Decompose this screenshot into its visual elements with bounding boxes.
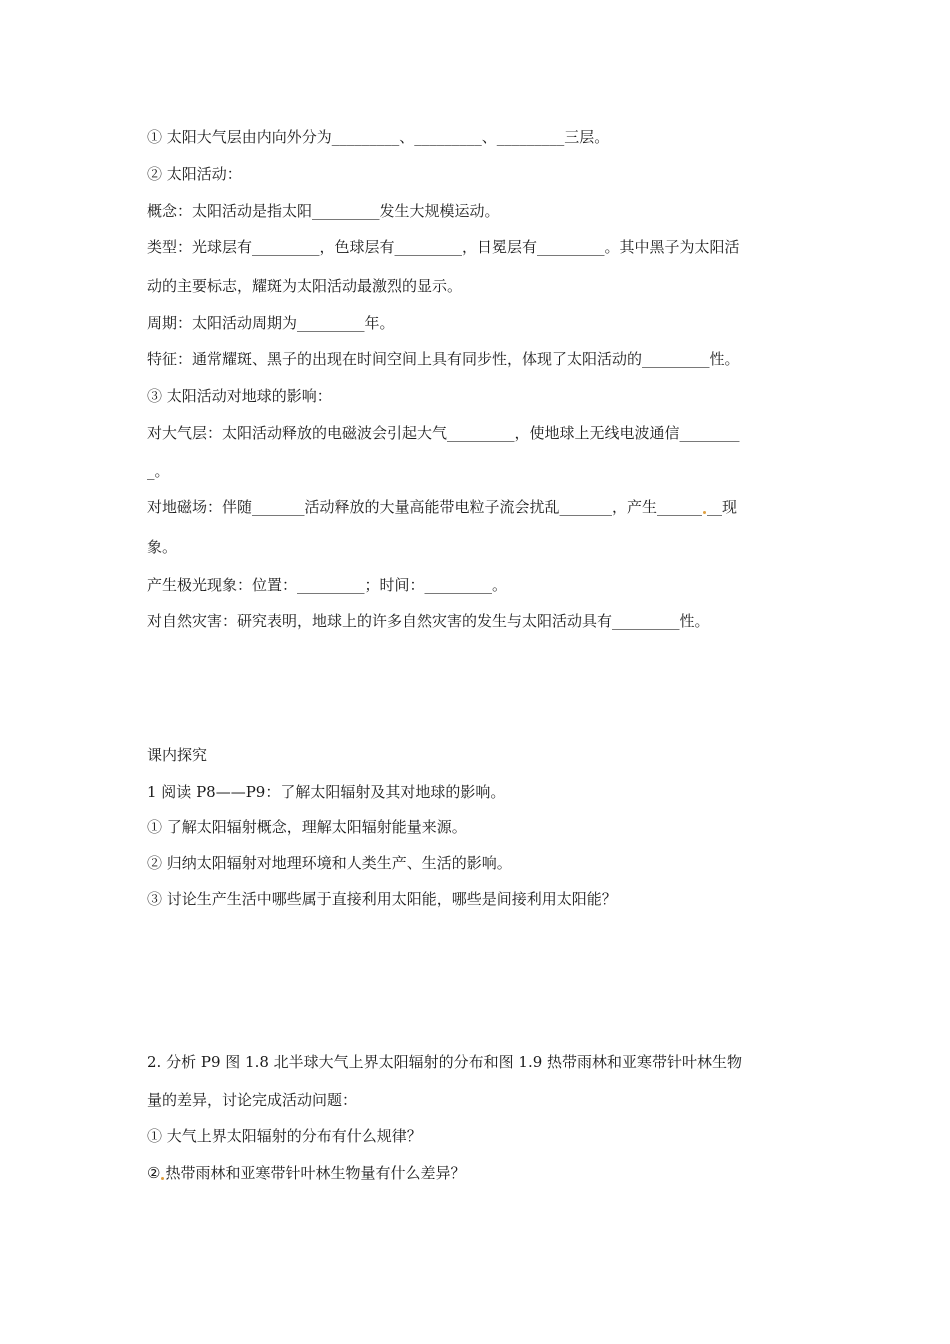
section-heading: 课内探究: [147, 746, 208, 764]
text-line: ① 大气上界太阳辐射的分布有什么规律？: [147, 1127, 422, 1145]
text-segment: ②: [147, 1164, 161, 1182]
text-segment: __现: [707, 498, 738, 516]
mark-dot: [703, 511, 706, 514]
text-line: ② 归纳太阳辐射对地理环境和人类生产、生活的影响。: [147, 854, 512, 872]
text-line: 周期：太阳活动周期为_________年。: [147, 314, 395, 332]
text-segment: 热带雨林和亚寒带针叶林生物量有什么差异？: [165, 1164, 466, 1182]
text-line: ① 太阳大气层由内向外分为_________、_________、_________三层。: [147, 128, 610, 146]
text-line: 动的主要标志，耀斑为太阳活动最激烈的显示。: [147, 277, 463, 295]
text-line: 对大气层：太阳活动释放的电磁波会引起大气_________，使地球上无线电波通信________: [147, 424, 740, 442]
mark-dot: [161, 1177, 164, 1180]
text-line: 对自然灾害：研究表明，地球上的许多自然灾害的发生与太阳活动具有_________性。: [147, 612, 710, 630]
text-line: 概念：太阳活动是指太阳_________发生大规模运动。: [147, 202, 500, 220]
text-line: [147, 497, 737, 517]
text-line: 量的差异，讨论完成活动问题：: [147, 1091, 358, 1109]
text-line: 类型：光球层有_________，色球层有_________，日冕层有_________。其中黑子为太阳活: [147, 238, 740, 256]
text-line: 象。: [147, 538, 178, 556]
text-line: [147, 1163, 465, 1183]
text-segment: 对地磁场：伴随_______活动释放的大量高能带电粒子流会扰乱_______，产生______: [147, 498, 703, 516]
text-line: ① 了解太阳辐射概念，理解太阳辐射能量来源。: [147, 818, 467, 836]
text-line: ② 太阳活动：: [147, 165, 242, 183]
text-line: 2. 分析 P9 图 1.8 北半球大气上界太阳辐射的分布和图 1.9 热带雨林和亚寒带针叶林生物: [147, 1053, 743, 1071]
text-line: 产生极光现象：位置：_________；时间：_________。: [147, 576, 508, 594]
text-line: ③ 太阳活动对地球的影响：: [147, 387, 332, 405]
text-line: _。: [147, 462, 170, 480]
text-line: 1 阅读 P8——P9：了解太阳辐射及其对地球的影响。: [147, 783, 506, 801]
text-line: 特征：通常耀斑、黑子的出现在时间空间上具有同步性，体现了太阳活动的_________性。: [147, 350, 740, 368]
text-line: ③ 讨论生产生活中哪些属于直接利用太阳能，哪些是间接利用太阳能？: [147, 890, 617, 908]
